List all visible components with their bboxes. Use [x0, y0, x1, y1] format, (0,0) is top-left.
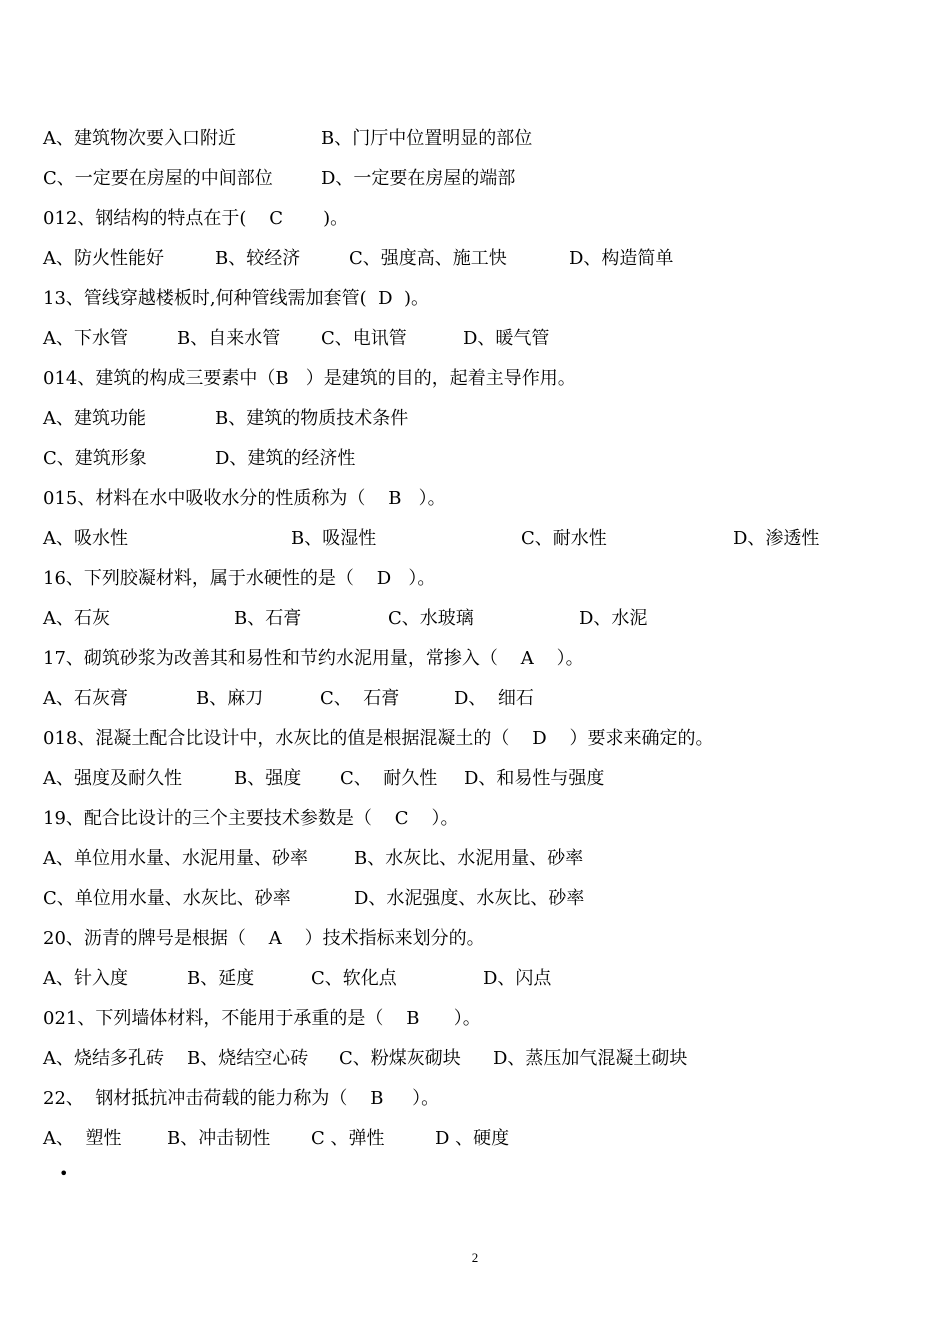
option-text: D、和易性与强度: [464, 768, 605, 789]
option-text: C、建筑形象: [43, 448, 147, 469]
option-text: D、建筑的经济性: [215, 448, 356, 469]
options-row: [43, 244, 923, 274]
option-text: C、电讯管: [321, 328, 407, 349]
question-text: [43, 724, 923, 754]
option-text: D、渗透性: [733, 528, 820, 549]
question-text: [43, 564, 923, 594]
option-text: D、暖气管: [463, 328, 550, 349]
question-stem: 20、沥青的牌号是根据（ A ）技术指标来划分的。: [43, 928, 485, 949]
option-text: C、一定要在房屋的中间部位: [43, 168, 273, 189]
option-text: B、自来水管: [177, 328, 281, 349]
option-text: B、麻刀: [196, 688, 264, 709]
options-row: [43, 1044, 923, 1074]
option-text: B、吸湿性: [291, 528, 377, 549]
option-text: A、建筑物次要入口附近: [43, 128, 236, 149]
options-row: [43, 684, 923, 714]
option-text: D、闪点: [483, 968, 552, 989]
question-stem: 015、材料在水中吸收水分的性质称为（ B ）。: [43, 488, 446, 509]
option-text: B、烧结空心砖: [187, 1048, 309, 1069]
options-row: [43, 124, 923, 154]
option-text: D、水泥: [579, 608, 648, 629]
option-text: A、烧结多孔砖: [43, 1048, 164, 1069]
options-row: [43, 764, 923, 794]
option-text: B、较经济: [215, 248, 301, 269]
options-row: [43, 964, 923, 994]
bullet-mark: •: [59, 1164, 69, 1183]
question-text: [43, 804, 923, 834]
option-text: C、单位用水量、水灰比、砂率: [43, 888, 291, 909]
question-stem: 17、砌筑砂浆为改善其和易性和节约水泥用量，常掺入（ A ）。: [43, 648, 584, 669]
question-stem: 018、混凝土配合比设计中，水灰比的值是根据混凝土的（ D ）要求来确定的。: [43, 728, 714, 749]
option-text: C 、弹性: [311, 1128, 385, 1149]
option-text: B、强度: [234, 768, 302, 789]
option-text: A、单位用水量、水泥用量、砂率: [43, 848, 308, 869]
option-text: A、石灰膏: [43, 688, 128, 709]
option-text: D、蒸压加气混凝土砌块: [493, 1048, 688, 1069]
options-row: [43, 604, 923, 634]
question-text: [43, 1004, 923, 1034]
option-text: A、强度及耐久性: [43, 768, 182, 789]
option-text: D、一定要在房屋的端部: [321, 168, 516, 189]
question-stem: 19、配合比设计的三个主要技术参数是（ C ）。: [43, 808, 459, 829]
option-text: D、 细石: [454, 688, 534, 709]
question-text: [43, 204, 923, 234]
option-text: A、石灰: [43, 608, 110, 629]
question-stem: 13、管线穿越楼板时,何种管线需加套管( D )。: [43, 288, 429, 309]
options-row: [43, 844, 923, 874]
option-text: A、防火性能好: [43, 248, 164, 269]
option-text: A、建筑功能: [43, 408, 146, 429]
option-text: B、冲击韧性: [167, 1128, 271, 1149]
option-text: B、石膏: [234, 608, 302, 629]
options-row: [43, 884, 923, 914]
option-text: D 、硬度: [435, 1128, 510, 1149]
options-row: [43, 524, 923, 554]
option-text: A、针入度: [43, 968, 128, 989]
option-text: C、 耐久性: [340, 768, 438, 789]
option-text: B、门厅中位置明显的部位: [321, 128, 533, 149]
question-text: [43, 484, 923, 514]
question-stem: 012、钢结构的特点在于( C )。: [43, 208, 349, 229]
question-stem: 16、下列胶凝材料，属于水硬性的是（ D ）。: [43, 568, 436, 589]
option-text: A、 塑性: [43, 1128, 122, 1149]
options-row: [43, 444, 923, 474]
options-row: [43, 324, 923, 354]
option-text: D、构造简单: [569, 248, 674, 269]
options-row: [43, 164, 923, 194]
option-text: C、 石膏: [320, 688, 400, 709]
options-row: [43, 1124, 923, 1154]
option-text: D、水泥强度、水灰比、砂率: [354, 888, 585, 909]
option-text: B、延度: [187, 968, 255, 989]
question-text: [43, 1084, 923, 1114]
question-text: [43, 284, 923, 314]
question-stem: 014、建筑的构成三要素中（B ）是建筑的目的，起着主导作用。: [43, 368, 576, 389]
page-number: 2: [471, 1250, 479, 1265]
options-row: [43, 404, 923, 434]
question-text: [43, 644, 923, 674]
option-text: A、下水管: [43, 328, 128, 349]
option-text: C、强度高、施工快: [349, 248, 507, 269]
option-text: B、建筑的物质技术条件: [215, 408, 409, 429]
option-text: B、水灰比、水泥用量、砂率: [354, 848, 584, 869]
option-text: C、水玻璃: [388, 608, 474, 629]
option-text: C、粉煤灰砌块: [339, 1048, 461, 1069]
option-text: C、耐水性: [521, 528, 607, 549]
question-stem: 021、下列墙体材料，不能用于承重的是（ B ）。: [43, 1008, 481, 1029]
option-text: A、吸水性: [43, 528, 128, 549]
question-text: [43, 924, 923, 954]
question-stem: 22、 钢材抵抗冲击荷载的能力称为（ B ）。: [43, 1088, 440, 1109]
question-text: [43, 364, 923, 394]
option-text: C、软化点: [311, 968, 397, 989]
